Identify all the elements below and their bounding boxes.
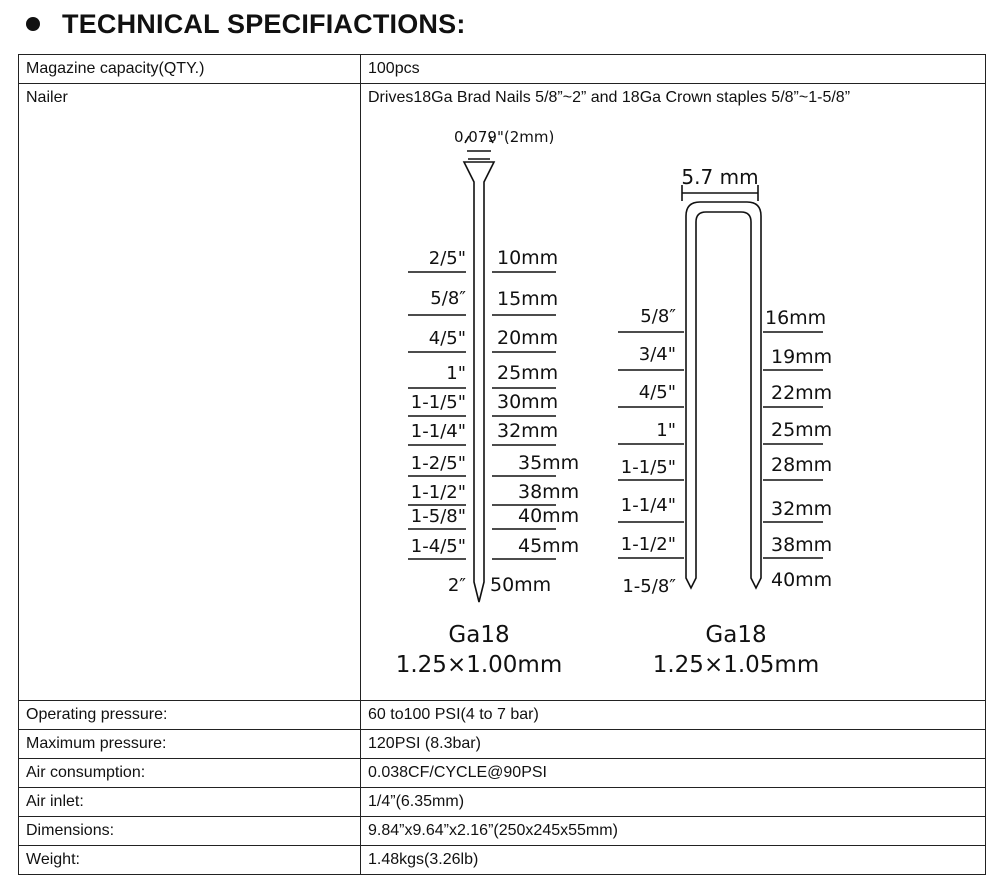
staple-inch-label: 1-1/4" xyxy=(620,495,676,516)
spec-value: 100pcs xyxy=(361,55,986,84)
table-row xyxy=(19,817,986,846)
staple-mm-label: 38mm xyxy=(771,534,833,556)
nail-inch-label: 1" xyxy=(446,363,466,384)
spec-value: 1.48kgs(3.26lb) xyxy=(361,846,986,875)
nail-mm-label: 38mm xyxy=(518,481,580,503)
nail-inch-label: 2/5" xyxy=(428,248,466,269)
staple-mm-label: 40mm xyxy=(771,569,833,591)
nail-mm-label: 30mm xyxy=(497,391,559,413)
fastener-diagram-svg xyxy=(368,112,978,700)
staple-inch-label: 1-5/8″ xyxy=(622,576,676,597)
staple-inch-labels xyxy=(621,306,676,597)
nail-mm-label: 45mm xyxy=(518,535,580,557)
table-row xyxy=(19,788,986,817)
spec-label: Operating pressure: xyxy=(19,701,361,730)
nail-inch-label: 2″ xyxy=(447,575,466,596)
nail-inch-label: 5/8″ xyxy=(430,288,466,309)
staple-size: 1.25×1.05mm xyxy=(652,652,820,678)
nail-inch-labels xyxy=(411,248,466,596)
staple-mm-label: 16mm xyxy=(765,307,827,329)
spec-label: Dimensions: xyxy=(19,817,361,846)
crown-staple xyxy=(682,185,761,588)
nail-inch-label: 1-2/5" xyxy=(410,453,466,474)
spec-value: 120PSI (8.3bar) xyxy=(361,730,986,759)
spec-value: Drives18Ga Brad Nails 5/8”~2” and 18Ga Crown staples 5/8”~1-5/8” xyxy=(368,89,851,106)
staple-crown-width: 5.7 mm xyxy=(681,165,759,189)
nailer-cell xyxy=(361,84,986,701)
staple-inch-label: 4/5" xyxy=(638,382,676,403)
spec-value: 0.038CF/CYCLE@90PSI xyxy=(361,759,986,788)
bullet-icon xyxy=(26,17,40,31)
spec-value: 9.84”x9.64”x2.16”(250x245x55mm) xyxy=(361,817,986,846)
spec-table xyxy=(18,54,986,875)
nail-inch-label: 4/5" xyxy=(428,328,466,349)
staple-mm-label: 22mm xyxy=(771,382,833,404)
spec-value: 1/4”(6.35mm) xyxy=(361,788,986,817)
nail-inch-label: 1-1/5" xyxy=(410,392,466,413)
table-row xyxy=(19,846,986,875)
spec-label: Maximum pressure: xyxy=(19,730,361,759)
nail-mm-label: 25mm xyxy=(497,362,559,384)
nail-inch-label: 1-1/4" xyxy=(410,421,466,442)
nail-mm-label: 35mm xyxy=(518,452,580,474)
staple-inch-label: 3/4" xyxy=(638,344,676,365)
table-row xyxy=(19,84,986,701)
spec-label: Nailer xyxy=(19,84,361,701)
nail-head-width: 0.079"(2mm) xyxy=(454,128,555,146)
heading-title: TECHNICAL SPECIFIACTIONS: xyxy=(62,8,466,39)
nail-mm-label: 10mm xyxy=(497,247,559,269)
nail-inch-label: 1-4/5" xyxy=(410,536,466,557)
nail-inch-label: 1-5/8" xyxy=(410,506,466,527)
staple-mm-label: 25mm xyxy=(771,419,833,441)
specs-heading xyxy=(26,4,466,44)
fastener-diagram xyxy=(368,112,978,700)
nail-mm-label: 50mm xyxy=(490,574,552,596)
nail-mm-label: 20mm xyxy=(497,327,559,349)
spec-label: Air inlet: xyxy=(19,788,361,817)
table-row xyxy=(19,55,986,84)
nail-gauge: Ga18 xyxy=(448,622,510,648)
nail-size: 1.25×1.00mm xyxy=(395,652,563,678)
brad-nail xyxy=(464,136,494,602)
nail-inch-label: 1-1/2" xyxy=(410,482,466,503)
staple-inch-label: 1" xyxy=(656,420,676,441)
spec-value: 60 to100 PSI(4 to 7 bar) xyxy=(361,701,986,730)
staple-mm-label: 32mm xyxy=(771,498,833,520)
staple-inch-label: 1-1/5" xyxy=(620,457,676,478)
nail-mm-label: 40mm xyxy=(518,505,580,527)
nail-mm-labels xyxy=(490,247,579,596)
table-row xyxy=(19,759,986,788)
nail-mm-label: 32mm xyxy=(497,420,559,442)
spec-label: Magazine capacity(QTY.) xyxy=(19,55,361,84)
spec-label: Air consumption: xyxy=(19,759,361,788)
table-row xyxy=(19,730,986,759)
staple-inch-label: 5/8″ xyxy=(640,306,676,327)
staple-gauge: Ga18 xyxy=(705,622,767,648)
spec-label: Weight: xyxy=(19,846,361,875)
staple-inch-label: 1-1/2" xyxy=(620,534,676,555)
staple-mm-labels xyxy=(765,307,832,591)
table-row xyxy=(19,701,986,730)
staple-mm-label: 19mm xyxy=(771,346,833,368)
nail-mm-label: 15mm xyxy=(497,288,559,310)
staple-mm-label: 28mm xyxy=(771,454,833,476)
